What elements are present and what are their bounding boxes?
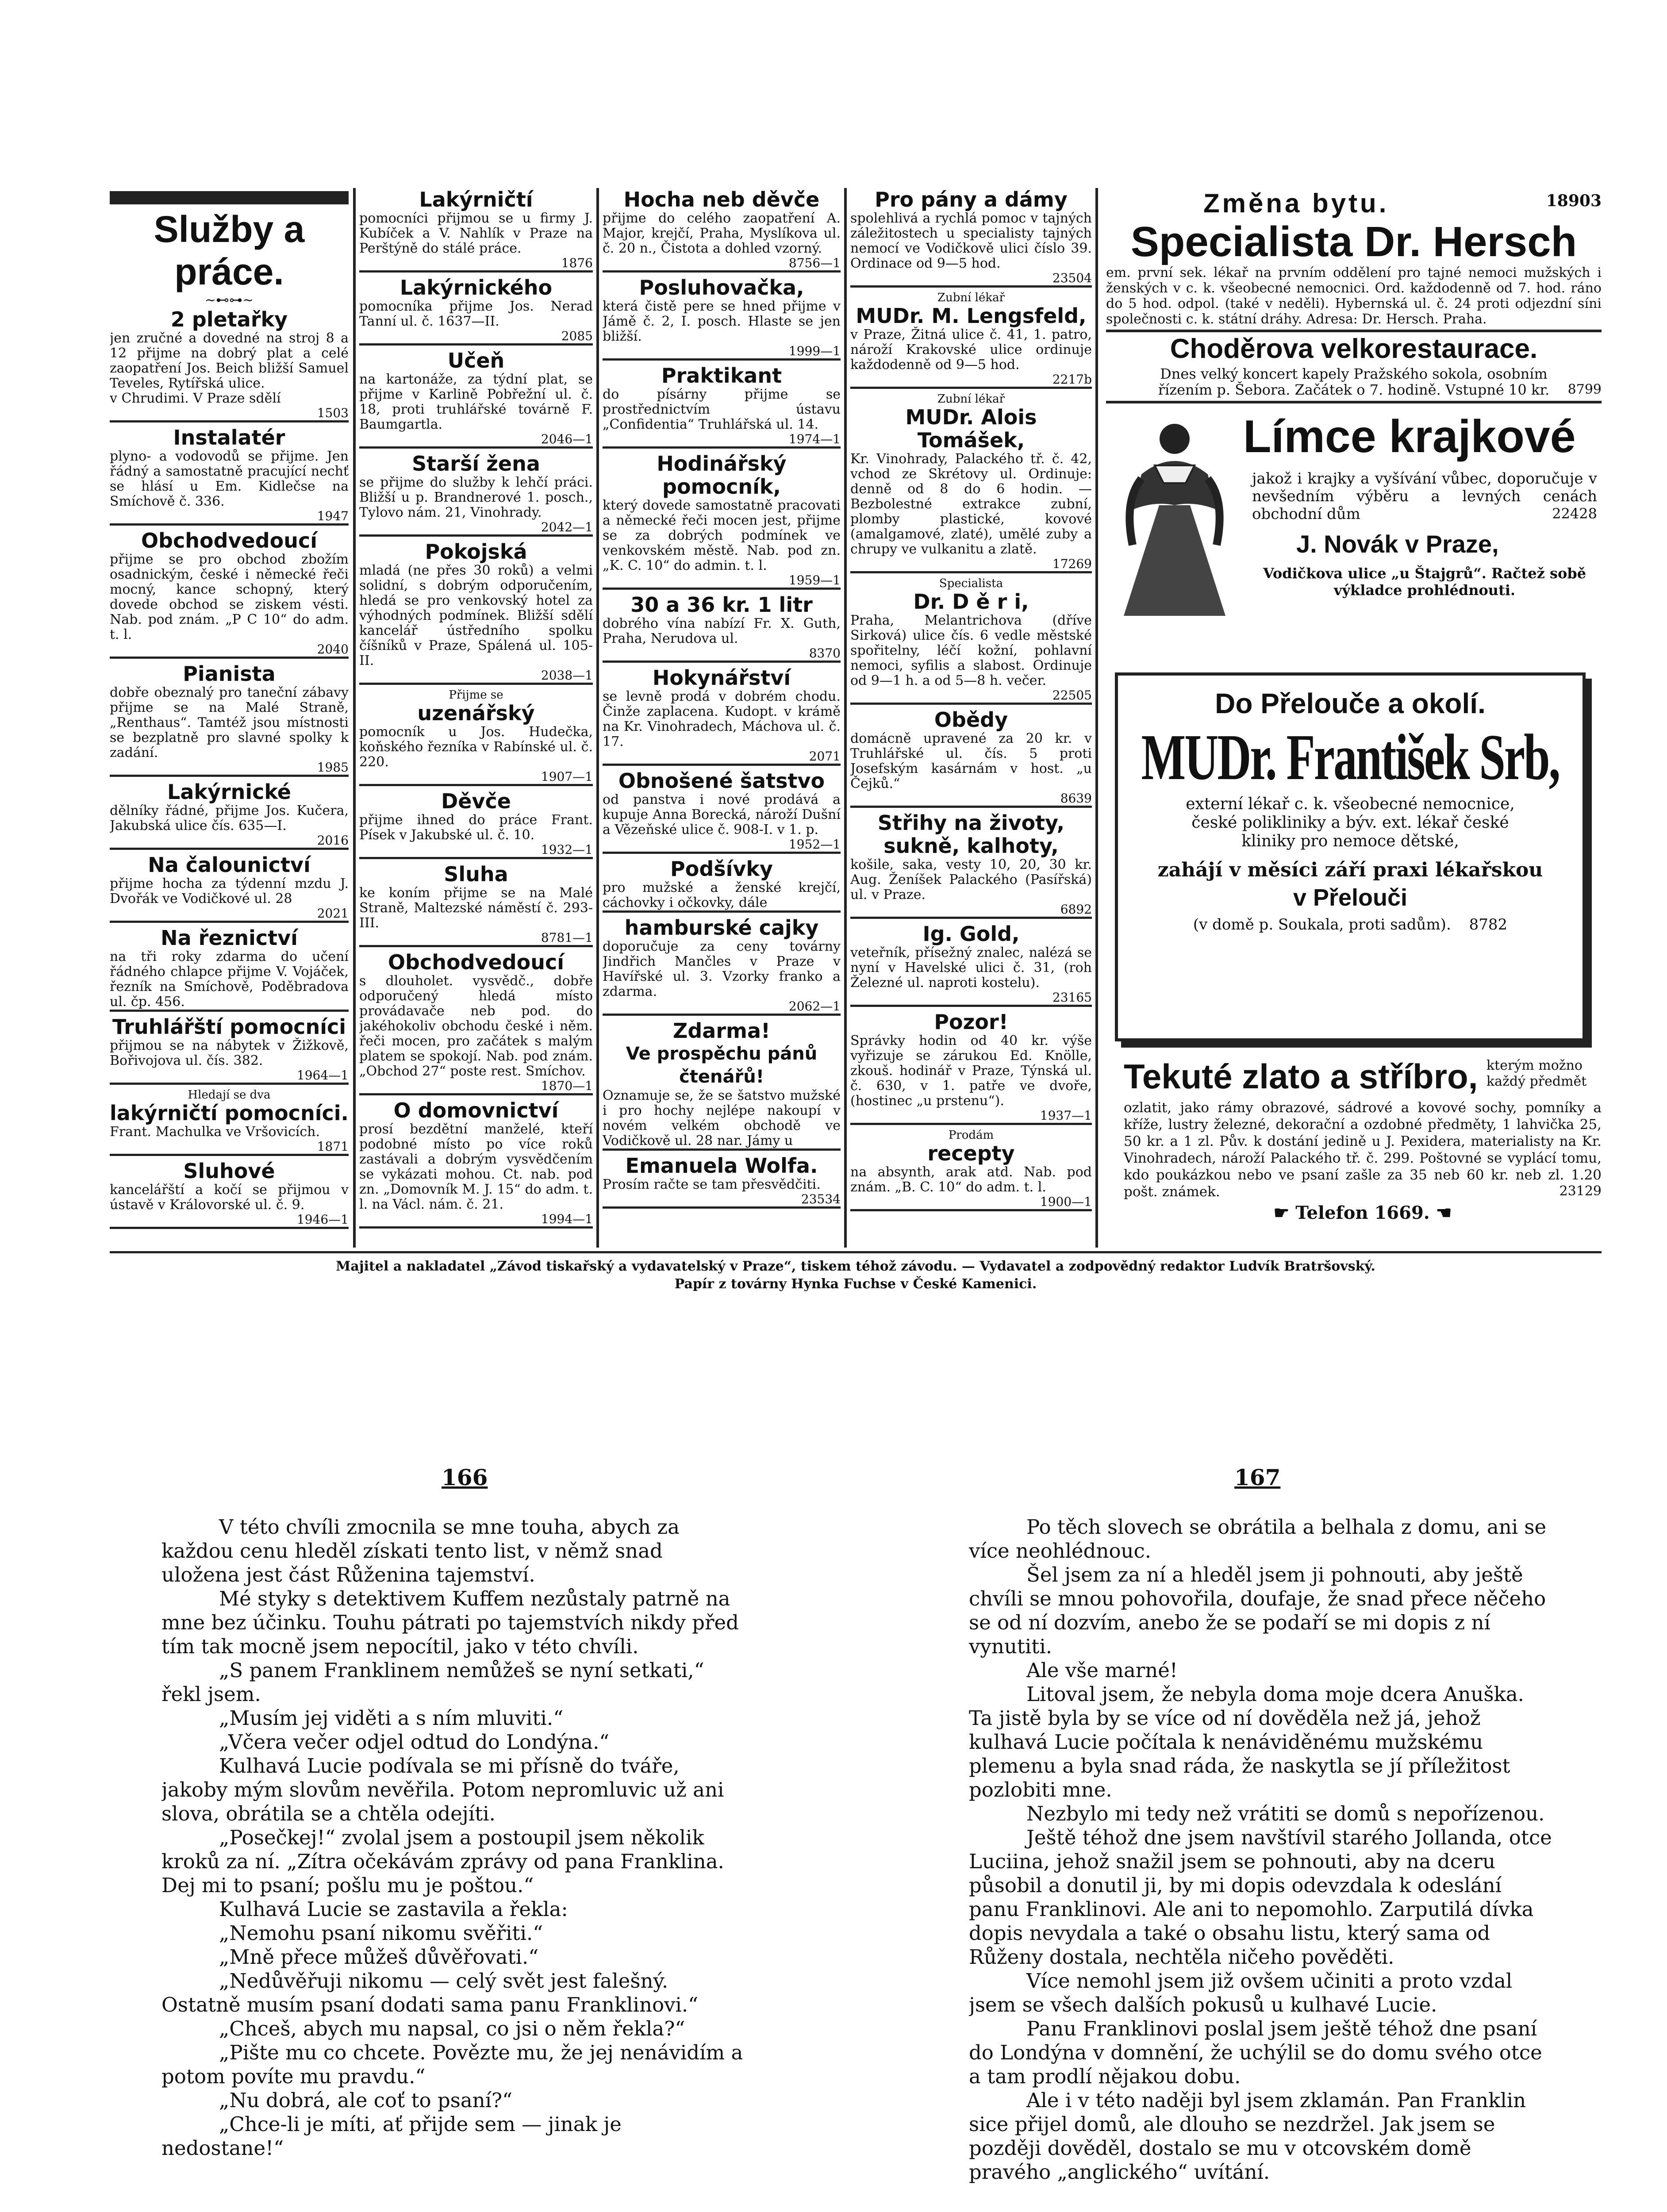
ad-code: 2085 — [561, 329, 593, 343]
paragraph: Kulhavá Lucie podívala se mi přísně do tváře, jakoby mým slovům nevěřila. Potom nepromluvic už ani slova, obrátila se a chtěla odejíti. — [161, 1754, 724, 1825]
ad-body: do písárny přijme se prostřednictvím ústavu „Confidentia“ Truhlářská ul. 14. — [603, 387, 841, 432]
ad-title: Pianista — [183, 662, 276, 686]
ad-body: mladá (ne přes 30 roků) a velmi solidní, s dobrým odporučením, hledá se pro venkovský hotel za výhodných podmínek. Bližší sdělí kancelář ústředního spolku číšníků v Praze, Spálená ul. 105-II. — [359, 563, 593, 668]
ad-body: plyno- a vodovodů se přijme. Jen řádný a samostatně pracující nechť se hlásí u Em. Kidlečse na Smíchově č. 336. — [110, 449, 349, 509]
paragraph: Po těch slovech se obrátila a belhala z domu, ani se více neohlédnouc. — [969, 1515, 1547, 1563]
right-page-number: 167 — [1234, 1464, 1281, 1490]
ad-body: přijme se pro obchod zbožím osadnickým, české i německé řeči mocný, kance schopný, který dovede obchod se ziskem vésti. Nab. pod znám. „P C 10“ do adm. t. l. — [110, 552, 349, 642]
ad-title: Starší žena — [412, 452, 540, 476]
ad-item — [359, 452, 593, 537]
ad-item — [110, 308, 349, 422]
ad-body: v Praze, Žitná ulice č. 41, 1. patro, nároží Krakovské ulice ordinuje každodenně od 9—5 hod. — [850, 327, 1092, 373]
ad-title: Ig. Gold, — [922, 922, 1020, 946]
paragraph: „Nemohu psaní nikomu svěřiti.“ — [219, 1921, 543, 1945]
footer-rule — [110, 1251, 1602, 1253]
ad-body: veteřník, přísežný znalec, nalézá se nyní v Havelské ulici č. 31, (roh Železné ul. naproti kostelu). — [850, 945, 1092, 991]
gold-code: 23129 — [1559, 1183, 1602, 1199]
ad-item — [603, 1154, 841, 1209]
ad-title: O domovnictví — [393, 1098, 559, 1122]
ad-title: Hokynářství — [652, 666, 791, 690]
hand-icon: ☚ — [1429, 1202, 1452, 1223]
ads-column-2 — [359, 188, 593, 1248]
ad-title: Zdarma! — [673, 1019, 770, 1043]
ad-item — [603, 452, 841, 590]
ad-item — [603, 593, 841, 663]
ads-column-1 — [110, 208, 349, 1267]
ad-body: pomocník u Jos. Hudečka, koňského řezníka v Rabínské ul. č. 220. — [359, 724, 593, 770]
column-rule — [353, 188, 356, 1248]
ads-column-3 — [603, 188, 841, 1248]
ad-code: 1907—1 — [541, 769, 593, 784]
ad-item — [603, 666, 841, 766]
paragraph: Ještě téhož dne jsem navštívil starého Jollanda, otce Luciina, jehož snažil jsem se pohnouti, aby na dceru působil a donutil ji, by mi dopis odevzdala k odeslání panu Franklinovi. Ale ani to nepomohlo. Zarputilá dívka dopis nevydala a také o obsahu listu, který sama od Růženy dostala, nechtěla ničeho pověděti. — [969, 1826, 1552, 1969]
ad-body: Správky hodin od 40 kr. výše vyřizuje se zárukou Ed. Knölle, zkouš. hodinář v Praze, Týnská ul. č. 630, v 1. patře ve dvoře, (hostinec „u prstenu“). — [850, 1033, 1092, 1109]
ad-code: 23165 — [1052, 990, 1092, 1005]
ad-body: dělníky řádné, přijme Jos. Kučera, Jakubská ulice čís. 635—I. — [110, 803, 349, 833]
paragraph: Kulhavá Lucie se zastavila a řekla: — [219, 1897, 568, 1921]
ad-body: na tři roky zdarma do učení řádného chlapce přijme V. Vojáček, řezník na Smíchově, Poděbradova ul. čp. 456. — [110, 949, 349, 1010]
chod-title: Choděrova velkorestaurace. — [1170, 334, 1538, 364]
limce-ad — [1106, 403, 1602, 669]
paragraph: Nezbylo mi tedy než vrátiti se domů s nepořízenou. — [1026, 1802, 1545, 1825]
ad-title: Podšívky — [670, 857, 773, 881]
ad-title: Střihy na životy, sukně, kalhoty, — [877, 811, 1065, 858]
ad-item — [850, 1010, 1092, 1125]
ad-title: Lakýrnického — [399, 276, 553, 300]
ad-pretitle: Zubní lékař — [937, 291, 1005, 304]
ad-title: 30 a 36 kr. 1 litr — [630, 593, 813, 617]
ad-title: Sluha — [444, 862, 508, 886]
telefon-line — [1124, 1202, 1602, 1223]
paragraph: „Nedůvěřuji nikomu — celý svět jest falešný. Ostatně musím psaní dodati sama panu Franklinovi.“ — [161, 1969, 699, 2016]
ad-title: Truhlářští pomocníci — [112, 1015, 346, 1039]
ad-title: Obchodvedoucí — [388, 950, 565, 974]
gold-aside: kterým možno každý předmět — [1486, 1058, 1587, 1089]
ad-code: 2042—1 — [541, 520, 593, 534]
ads-list — [603, 188, 841, 1209]
paragraph: „Chce-li je míti, ať přijde sem — jinak je nedostane!“ — [161, 2112, 622, 2160]
ad-body: který dovede samostatně pracovati a německé řeči mocen jest, přijme se za dobrých podmínek ve venkovském městě. Nab. pod zn. „K. C. 10“ do admin. t. l. — [603, 498, 841, 573]
ad-item — [110, 1088, 349, 1156]
imprint-line-1: Majitel a nakladatel „Závod tiskařský a vydavatelský v Praze“, tiskem téhož závodu. — Vydavatel a zodpovědný redaktor Ludvík Bratršovský. — [336, 1259, 1375, 1274]
ads-list — [359, 188, 593, 1229]
paragraph: „S panem Franklinem nemůžeš se nyní setkati,“ řekl jsem. — [161, 1659, 704, 1706]
left-page-text — [161, 1515, 745, 2212]
ad-title: hamburské cajky — [624, 916, 819, 940]
ad-body: která čistě pere se hned přijme v Jámě č. 2, I. posch. Hlaste se jen bližší. — [603, 299, 841, 344]
ad-title: recepty — [927, 1141, 1015, 1165]
column-rule — [1095, 188, 1098, 1248]
ad-item — [110, 926, 349, 1012]
ad-item — [110, 426, 349, 526]
ad-title: Pozor! — [934, 1010, 1008, 1034]
ad-code: 1964—1 — [296, 1068, 349, 1083]
ad-body: Prosím račte se tam přesvědčiti. — [603, 1177, 821, 1192]
ad-item — [850, 811, 1092, 919]
limce-title: Límce krajkové — [1243, 411, 1576, 462]
ad-pretitle: Hledají se dva — [188, 1088, 271, 1102]
srb-code: 8782 — [1469, 916, 1508, 933]
ad-title: Obědy — [934, 708, 1008, 732]
paragraph: „Posečkej!“ zvolal jsem a postoupil jsem několik kroků za ní. „Zítra očekávám zprávy od pana Franklina. Dej mi to psaní; pošlu mu je poštou.“ — [161, 1826, 724, 1897]
ad-title: Pro pány a dámy — [875, 188, 1068, 211]
ad-title: Emanuela Wolfa. — [625, 1154, 818, 1178]
ad-body: přijme hocha za týdenní mzdu J. Dvořák ve Vodičkové ul. 28 — [110, 876, 349, 906]
ad-item — [603, 188, 841, 273]
ad-item — [850, 291, 1092, 389]
left-page-number: 166 — [442, 1464, 488, 1490]
ad-code: 23504 — [1052, 271, 1092, 285]
hersch-title: Specialista Dr. Hersch — [1130, 218, 1577, 265]
gold-title: Tekuté zlato a stříbro, — [1124, 1057, 1478, 1096]
moving-title: Změna bytu. — [1203, 188, 1389, 218]
ad-title: Dr. D ě r i, — [913, 590, 1029, 614]
ad-code: 1994—1 — [541, 1212, 593, 1226]
ad-title: Děvče — [441, 789, 511, 813]
hersch-body: em. první sek. lékař na prvním oddělení pro tajné nemoci mužských i ženských v c. k. všeobecné nemocnici. Ord. každodenně od 7. hod. ráno do 5 hod. odpol. (také v neděli). Hybernská ul. č. 24 proti odjezdní síni společnosti c. k. státní dráhy. Adresa: Dr. Hersch. Praha. — [1106, 265, 1602, 332]
ad-code: 2040 — [317, 642, 349, 657]
ad-item — [359, 863, 593, 947]
ad-subtitle: Ve prospěchu pánů čtenářů! — [626, 1044, 818, 1087]
ad-body: se levně prodá v dobrém chodu. Činže zaplacena. Kudopt. v krámě na Kr. Vinohradech, Máchova ul. č. 17. — [603, 689, 841, 749]
srb-zahaji: zahájí v měsíci září praxi lékařskou — [1157, 859, 1543, 881]
srb-place: v Přelouči — [1293, 884, 1408, 911]
ad-title: Instalatér — [173, 426, 285, 449]
column-rule — [844, 188, 847, 1248]
srb-addr: (v domě p. Soukala, proti sadům). — [1193, 916, 1451, 933]
ad-code: 1952—1 — [788, 837, 841, 852]
ad-item — [850, 708, 1092, 808]
ad-item — [850, 922, 1092, 1007]
srb-footer — [1118, 916, 1582, 933]
ad-number: 18903 — [1546, 192, 1602, 210]
limce-body: jakož i krajky a vyšívání vůbec, doporučuje v nevšedním výběru a levných cenách obchodní dům — [1252, 470, 1597, 523]
ad-code: 2062—1 — [788, 999, 841, 1014]
ads-list — [110, 308, 349, 1229]
ad-item — [110, 780, 349, 850]
gold-ad — [1124, 1055, 1602, 1250]
srb-head: Do Přelouče a okolí. — [1215, 687, 1486, 719]
ad-item — [850, 392, 1092, 573]
ad-code: 6892 — [1060, 902, 1092, 917]
ad-title: Praktikant — [661, 364, 782, 388]
ad-body: přijme do celého zaopatření A. Major, krejčí, Praha, Myslíkova ul. č. 20 n., Čistota a dohled vzorný. — [603, 211, 841, 256]
ad-item — [359, 1099, 593, 1229]
ad-code: 2038—1 — [541, 668, 593, 683]
ad-body: košile, saka, vesty 10, 20, 30 kr. Aug. Ženíšek Palackého (Pasířská) ul. v Praze. — [850, 857, 1092, 902]
ad-code: 1871 — [317, 1139, 349, 1154]
ad-item — [359, 188, 593, 273]
ad-title: Učeň — [447, 349, 505, 373]
ad-pretitle: Zubní lékař — [937, 392, 1005, 406]
ad-place: v Chrudimi. V Praze sdělí — [110, 391, 281, 406]
ad-title: MUDr. M. Lengsfeld, — [856, 304, 1087, 328]
ad-item — [603, 1019, 841, 1151]
ad-code: 8639 — [1060, 791, 1092, 806]
ad-title: Obchodvedoucí — [141, 529, 318, 553]
top-rule-left — [110, 191, 349, 204]
srb-shadow — [1586, 679, 1592, 1041]
ad-code: 1985 — [317, 760, 349, 775]
paragraph: „Chceš, abych mu napsal, co jsi o něm řekla?“ — [219, 2017, 685, 2040]
novak-title: J. Novák v Praze, — [1296, 530, 1499, 558]
ad-body: Oznamuje se, že se šatstvo mužské i pro hochy nejlépe nakoupí v novém velkém obchodě ve Vodičkově ul. 28 nar. Jámy u — [603, 1088, 841, 1148]
ad-body: Kr. Vinohrady, Palackého tř. č. 42, vchod ze Skrétovy ul. Ordinuje: denně od 8 do 6 hodin. — Bezbolestné extrakce zubní, plomby plastické, kovové (amalgamové, zlaté), umělé zuby a chrupy ve vulkanitu a zlatě. — [850, 451, 1092, 557]
srb-name: MUDr. František Srb, — [1141, 721, 1559, 794]
ad-item — [603, 769, 841, 854]
ad-code: 1503 — [317, 406, 349, 420]
ad-pretitle: Specialista — [939, 577, 1003, 590]
ad-item — [359, 790, 593, 859]
ad-code: 1974—1 — [788, 432, 841, 446]
ad-body: pro mužské a ženské krejčí, cáchovky i očkovky, dále — [603, 880, 841, 910]
ad-title: MUDr. Alois Tomášek, — [905, 405, 1037, 452]
ad-body: se přijme do služby k lehčí práci. Bližší u p. Brandnerové 1. posch., Tylovo nám. 21, Vinohrady. — [359, 475, 593, 520]
ad-body: ke koním přijme se na Malé Straně, Maltezské náměstí č. 293-III. — [359, 885, 593, 931]
ad-item — [110, 529, 349, 659]
ad-body: přijmou se na nábytek v Žižkově, Bořivojova ul. čís. 382. — [110, 1038, 349, 1068]
ad-code: 17269 — [1052, 557, 1092, 571]
ad-item — [603, 916, 841, 1016]
ad-item — [850, 577, 1092, 705]
ad-body: spolehlivá a rychlá pomoc v tajných záležitostech u specialisty tajných nemocí ve Vodičkově ulici číslo 39. Ordinace od 9—5 hod. — [850, 211, 1092, 271]
ad-body: domácně upravené za 20 kr. v Truhlářské ul. čís. 5 proti Josefským kasárnám v host. „u Čejků.“ — [850, 731, 1092, 791]
ad-title: lakýrničtí pomocníci. — [110, 1101, 349, 1125]
ad-body: jen zručné a dovedné na stroj 8 a 12 přijme na dobrý plat a celé zaopatření Jos. Beich bližší Samuel Teveles, Rytířská ulice. — [110, 330, 349, 391]
hand-icon: ☛ — [1273, 1202, 1296, 1223]
ad-title: Na čalounictví — [148, 853, 311, 877]
paragraph: Více nemohl jsem již ovšem učiniti a proto vzdal jsem se všech dalších pokusů u kulhavé Lucie. — [969, 1969, 1513, 2016]
ad-code: 1947 — [317, 509, 349, 523]
ads-column-4 — [850, 188, 1092, 1248]
ad-title: Pokojská — [425, 540, 527, 564]
ad-code: 8781—1 — [541, 930, 593, 945]
ad-code: 2016 — [317, 833, 349, 848]
ad-item — [850, 1129, 1092, 1211]
ad-item — [110, 1015, 349, 1085]
ad-code: 2217b — [1052, 372, 1092, 387]
ad-pretitle: Přijme se — [449, 688, 503, 702]
ad-code: 23534 — [801, 1192, 841, 1206]
ad-item — [603, 276, 841, 361]
ad-title: uzenářský — [417, 701, 535, 725]
imprint-line-2: Papír z továrny Hynka Fuchse v České Kamenici. — [674, 1276, 1037, 1292]
lady-illustration — [1115, 412, 1234, 620]
ad-code: 2046—1 — [541, 432, 593, 446]
ad-item — [359, 540, 593, 685]
section-title: Služby a práce. — [154, 208, 305, 292]
ad-code: 2021 — [317, 906, 349, 921]
ad-item — [603, 857, 841, 913]
ad-body: pomocníci přijmou se u firmy J. Kubíček a V. Nahlík v Praze na Perštýně do stálé práce. — [359, 211, 593, 256]
paragraph: „Včera večer odjel odtud do Londýna.“ — [219, 1730, 610, 1754]
paragraph: „Nu dobrá, ale coť to psaní?“ — [219, 2089, 513, 2112]
ad-item — [110, 853, 349, 923]
novak-body: Vodičkova ulice „u Štajgrů“. Račtež sobě výkladce prohlédnouti. — [1263, 565, 1586, 599]
srb-body: externí lékař c. k. všeobecné nemocnice, české polikliniky a býv. ext. lékař české kliniky pro nemoce dětské, — [1186, 795, 1515, 850]
ad-item — [359, 951, 593, 1095]
ad-body: na absynth, arak atd. Nab. pod znám. „B. C. 10“ do adm. t. l. — [850, 1164, 1092, 1195]
ad-title: Hodinářský pomocník, — [657, 452, 787, 499]
ad-body: Praha, Melantrichova (dříve Sirková) ulice čís. 6 vedle městské spořitelny, léčí kožní, pohlavní nemoci, syfilis a slabost. Ordinuje od 9—1 h. a od 5—8 h. večer. — [850, 613, 1092, 688]
ad-body: Frant. Machulka ve Vršovicích. — [110, 1124, 320, 1140]
ad-item — [110, 1160, 349, 1229]
ad-code: 8756—1 — [788, 256, 841, 270]
ad-item — [110, 662, 349, 777]
ad-code: 22505 — [1052, 688, 1092, 703]
ad-body: prosí bezdětní manželé, kteří podobné místo po více roků zastávali a dobrým vysvědčením se vykázati mohou. Ct. nab. pod zn. „Domovník M. J. 15“ do adm. t. l. na Václ. nám. č. 21. — [359, 1121, 593, 1212]
chod-body: Dnes velký koncert kapely Pražského sokola, osobním řízením p. Šebora. Začátek o 7. hodině. Vstupné 10 kr. — [1158, 365, 1550, 398]
srb-ad-box — [1115, 672, 1586, 1041]
chod-code: 8799 — [1106, 382, 1602, 403]
paragraph: Ale i v této naději byl jsem zklamán. Pan Franklin sice přijel domů, ale dlouho se nezdržel. Jak jsem se později dověděl, dostalo se mu v otcovském domě pravého „anglického“ uvítání. — [969, 2089, 1526, 2184]
ad-item — [359, 349, 593, 449]
ad-code: 1932—1 — [541, 842, 593, 857]
right-page-text — [969, 1515, 1553, 2212]
gold-header — [1124, 1055, 1602, 1099]
paragraph: Litoval jsem, že nebyla doma moje dcera Anuška. Ta jistě byla by se více od ní dověděla než já, jehož kulhavá Lucie počítala k nenáviděnému mužskému plemenu a byla snad ráda, že naskytla se jí příležitost pozlobiti mne. — [969, 1682, 1524, 1801]
ad-title: Posluhovačka, — [639, 276, 804, 300]
ad-body: přijme ihned do práce Frant. Písek v Jakubské ul. č. 10. — [359, 812, 593, 843]
ad-body: s dlouholet. vysvědč., dobře odporučený hledá místo provádavače neb pod. do jakéhokoliv obchodu české i něm. řeči mocen, pro začátek s malým platem se spokojí. Nab. pod znám. „Obchod 27“ poste rest. Smíchov. — [359, 973, 593, 1079]
paragraph: „Pište mu co chcete. Povězte mu, že jej nenávidím a potom povíte mu pravdu.“ — [161, 2041, 743, 2088]
ad-body: od panstva i nové prodává a kupuje Anna Borecká, nároží Dušní a Vězeňské ulice č. 908-I. v 1. p. — [603, 792, 841, 837]
ad-body: kancelářští a kočí se přijmou v ústavě v Královorské ul. č. 9. — [110, 1182, 349, 1213]
ad-title: 2 pletařky — [170, 307, 288, 331]
ad-item — [603, 364, 841, 449]
ad-code: 1959—1 — [788, 573, 841, 588]
ad-item — [359, 276, 593, 346]
ad-item — [850, 188, 1092, 288]
ad-code: 1946—1 — [296, 1212, 349, 1227]
ad-body: na kartonáže, za týdní plat, se přijme v Karlině Pobřežní ul. č. 18, proti truhlářské továrně F. Baumgartla. — [359, 372, 593, 432]
ad-body: dobrého vína nabízí Fr. X. Guth, Praha, Nerudova ul. — [603, 616, 841, 646]
ad-code: 1937—1 — [1040, 1108, 1092, 1123]
ad-pretitle: Prodám — [948, 1129, 994, 1142]
ad-code: 1870—1 — [541, 1079, 593, 1093]
ad-code: 1900—1 — [1040, 1194, 1092, 1209]
paragraph: „Musím jej viděti a s ním mluviti.“ — [219, 1706, 564, 1730]
ad-title: Sluhové — [183, 1159, 275, 1183]
paragraph: Ale vše marné! — [1026, 1659, 1178, 1682]
ad-title: Na řeznictví — [161, 926, 298, 950]
ad-body: dobře obeznalý pro taneční zábavy přijme se na Malé Straně, „Renthaus“. Tamtéž jsou místnosti se bezplatně pro slavné spolky k zadání. — [110, 685, 349, 760]
ad-title: Obnošené šatstvo — [618, 769, 825, 793]
gold-body: ozlatit, jako rámy obrazové, sádrové a kovové sochy, pomníky a kříže, lustry železné, dekorační a ozdobné předměty, 1 lahvička 25, 50 kr. a 1 zl. Pův. k dostání jedině u J. Pexidera, materialisty na Kr. Vinohradech, nároží Palackého tř. č. 299. Poštovné se vyplácí tomu, kdo poukázkou nebo ve psaní zašle za 35 neb 60 kr. neb zl. 1.20 pošt. známek. — [1124, 1100, 1602, 1200]
paragraph: Šel jsem za ní a hleděl jsem ji pohnouti, aby ještě chvíli se mnou pohovořila, doufaje, že snad přece něčeho se od ní dozvím, anebo že se podaří se mi dopis z ní vynutiti. — [969, 1563, 1546, 1658]
paragraph: Mé styky s detektivem Kuffem nezůstaly patrně na mne bez účinku. Touhu pátrati po tajemstvích nikdy před tím tak mocně jsem nepocítil, jako v této chvíli. — [161, 1587, 739, 1658]
ad-code: 2071 — [809, 749, 841, 764]
ad-body: doporučuje za ceny továrny Jindřich Mančles v Praze v Havířské ul. 3. Vzorky franko a zdarma. — [603, 939, 841, 999]
ad-code: 1999—1 — [788, 344, 841, 358]
ornament: ~⊷⊶~ — [204, 292, 254, 308]
ad-code: 8370 — [809, 646, 841, 661]
column-rule — [596, 188, 599, 1248]
ad-body: pomocníka přijme Jos. Nerad Tanní ul. č. 1637—II. — [359, 299, 593, 329]
srb-shadow-bottom — [1121, 1041, 1592, 1048]
paragraph: „Mně přece můžeš důvěřovati.“ — [219, 1945, 539, 1969]
telefon: Telefon 1669. — [1295, 1202, 1430, 1223]
ads-list — [850, 188, 1092, 1211]
moving-ad-header — [1106, 188, 1602, 219]
ad-item — [359, 688, 593, 786]
ad-code: 1876 — [561, 256, 593, 270]
limce-code: 22428 — [1552, 505, 1597, 522]
ad-title: Lakýrnické — [167, 780, 291, 804]
paragraph: V této chvíli zmocnila se mne touha, abych za každou cenu hleděl získati tento list, v němž snad uložena jest část Růženina tajemství. — [161, 1515, 680, 1586]
ad-title: Lakýrničtí — [419, 188, 533, 211]
ad-title: Hocha neb děvče — [623, 188, 820, 211]
paragraph: Panu Franklinovi poslal jsem ještě téhož dne psaní do Londýna v domnění, že uchýlil se do domu svého otce a tam prodlí nějakou dobu. — [969, 2017, 1542, 2088]
